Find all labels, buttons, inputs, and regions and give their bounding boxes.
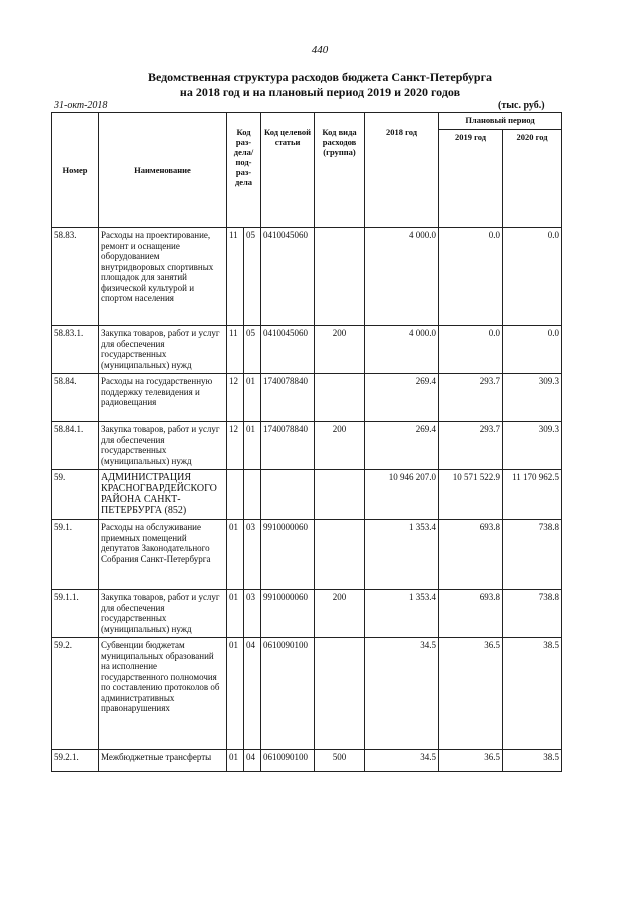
row-name: Субвенции бюджетам муниципальных образований на исполнение государственного полномочия по составлению протоколов об административных правонарушениях [99, 638, 227, 750]
row-value-2018: 1 353.4 [365, 520, 439, 590]
row-section: 12 [227, 422, 244, 470]
row-subsection [244, 470, 261, 520]
row-target: 0610090100 [261, 638, 315, 750]
row-section: 01 [227, 590, 244, 638]
row-target: 9910000060 [261, 590, 315, 638]
row-name: Закупка товаров, работ и услуг для обеспечения государственных (муниципальных) нужд [99, 590, 227, 638]
row-subsection: 05 [244, 228, 261, 326]
row-type: 500 [315, 750, 365, 772]
row-type [315, 638, 365, 750]
row-section: 11 [227, 228, 244, 326]
table-row [52, 228, 562, 326]
budget-table [51, 112, 562, 772]
row-type [315, 374, 365, 422]
row-value-2020: 309.3 [503, 374, 562, 422]
row-type [315, 228, 365, 326]
row-value-2020: 38.5 [503, 750, 562, 772]
header-type: Код вида расходов (группа) [315, 113, 365, 228]
table-row [52, 470, 562, 520]
header-2019: 2019 год [439, 130, 503, 228]
title-line-1: Ведомственная структура расходов бюджета Санкт-Петербурга [147, 70, 493, 84]
header-planned: Плановый период [439, 113, 562, 130]
row-value-2019: 293.7 [439, 374, 503, 422]
table-row [52, 590, 562, 638]
document-title [0, 70, 640, 100]
row-target: 1740078840 [261, 374, 315, 422]
row-value-2019: 10 571 522.9 [439, 470, 503, 520]
row-value-2019: 0.0 [439, 228, 503, 326]
row-target: 1740078840 [261, 422, 315, 470]
row-number: 58.83. [52, 228, 99, 326]
row-value-2020: 309.3 [503, 422, 562, 470]
row-target: 0410045060 [261, 228, 315, 326]
header-section: Код раз-дела/ под-раз-дела [227, 113, 261, 228]
row-value-2019: 36.5 [439, 638, 503, 750]
row-value-2019: 693.8 [439, 520, 503, 590]
row-target: 0610090100 [261, 750, 315, 772]
row-number: 58.84.1. [52, 422, 99, 470]
row-value-2018: 269.4 [365, 422, 439, 470]
row-number: 58.84. [52, 374, 99, 422]
row-type [315, 470, 365, 520]
table-row [52, 638, 562, 750]
row-value-2020: 738.8 [503, 590, 562, 638]
row-name: АДМИНИСТРАЦИЯ КРАСНОГВАРДЕЙСКОГО РАЙОНА САНКТ-ПЕТЕРБУРГА (852) [99, 470, 227, 520]
title-line-2: на 2018 год и на плановый период 2019 и 2020 годов [179, 85, 461, 99]
row-subsection: 05 [244, 326, 261, 374]
row-number: 58.83.1. [52, 326, 99, 374]
row-value-2020: 0.0 [503, 228, 562, 326]
row-section: 01 [227, 750, 244, 772]
row-section [227, 470, 244, 520]
row-name: Межбюджетные трансферты [99, 750, 227, 772]
row-name: Закупка товаров, работ и услуг для обеспечения государственных (муниципальных) нужд [99, 326, 227, 374]
row-target: 0410045060 [261, 326, 315, 374]
row-target [261, 470, 315, 520]
row-number: 59.2. [52, 638, 99, 750]
row-type: 200 [315, 422, 365, 470]
row-value-2020: 0.0 [503, 326, 562, 374]
row-value-2018: 34.5 [365, 750, 439, 772]
row-value-2018: 34.5 [365, 638, 439, 750]
row-value-2019: 293.7 [439, 422, 503, 470]
row-type: 200 [315, 590, 365, 638]
row-value-2018: 1 353.4 [365, 590, 439, 638]
units-label: (тыс. руб.) [498, 100, 545, 111]
row-subsection: 01 [244, 374, 261, 422]
row-value-2020: 738.8 [503, 520, 562, 590]
table-row [52, 326, 562, 374]
row-value-2019: 0.0 [439, 326, 503, 374]
header-2020: 2020 год [503, 130, 562, 228]
row-subsection: 01 [244, 422, 261, 470]
header-2018: 2018 год [365, 113, 439, 228]
row-subsection: 03 [244, 520, 261, 590]
row-subsection: 04 [244, 750, 261, 772]
header-name: Наименование [99, 113, 227, 228]
row-name: Расходы на проектирование, ремонт и оснащение оборудованием внутридворовых спортивных площадок для занятий физической культурой и спортом населения [99, 228, 227, 326]
row-value-2018: 10 946 207.0 [365, 470, 439, 520]
row-number: 59.1. [52, 520, 99, 590]
row-value-2020: 38.5 [503, 638, 562, 750]
table-row [52, 422, 562, 470]
row-value-2018: 269.4 [365, 374, 439, 422]
page-number: 440 [311, 44, 329, 56]
row-subsection: 03 [244, 590, 261, 638]
table-row [52, 520, 562, 590]
row-section: 12 [227, 374, 244, 422]
row-value-2019: 693.8 [439, 590, 503, 638]
row-name: Расходы на обслуживание приемных помещений депутатов Законодательного Собрания Санкт-Петербурга [99, 520, 227, 590]
report-date: 31-окт-2018 [54, 100, 108, 111]
row-number: 59. [52, 470, 99, 520]
row-name: Расходы на государственную поддержку телевидения и радиовещания [99, 374, 227, 422]
table-row [52, 374, 562, 422]
row-number: 59.2.1. [52, 750, 99, 772]
row-value-2018: 4 000.0 [365, 228, 439, 326]
row-type: 200 [315, 326, 365, 374]
row-number: 59.1.1. [52, 590, 99, 638]
row-name: Закупка товаров, работ и услуг для обеспечения государственных (муниципальных) нужд [99, 422, 227, 470]
row-value-2018: 4 000.0 [365, 326, 439, 374]
row-section: 01 [227, 638, 244, 750]
header-target: Код целевой статьи [261, 113, 315, 228]
row-target: 9910000060 [261, 520, 315, 590]
header-number: Номер [52, 113, 99, 228]
row-value-2019: 36.5 [439, 750, 503, 772]
table-row [52, 750, 562, 772]
row-value-2020: 11 170 962.5 [503, 470, 562, 520]
row-type [315, 520, 365, 590]
row-section: 11 [227, 326, 244, 374]
row-section: 01 [227, 520, 244, 590]
row-subsection: 04 [244, 638, 261, 750]
